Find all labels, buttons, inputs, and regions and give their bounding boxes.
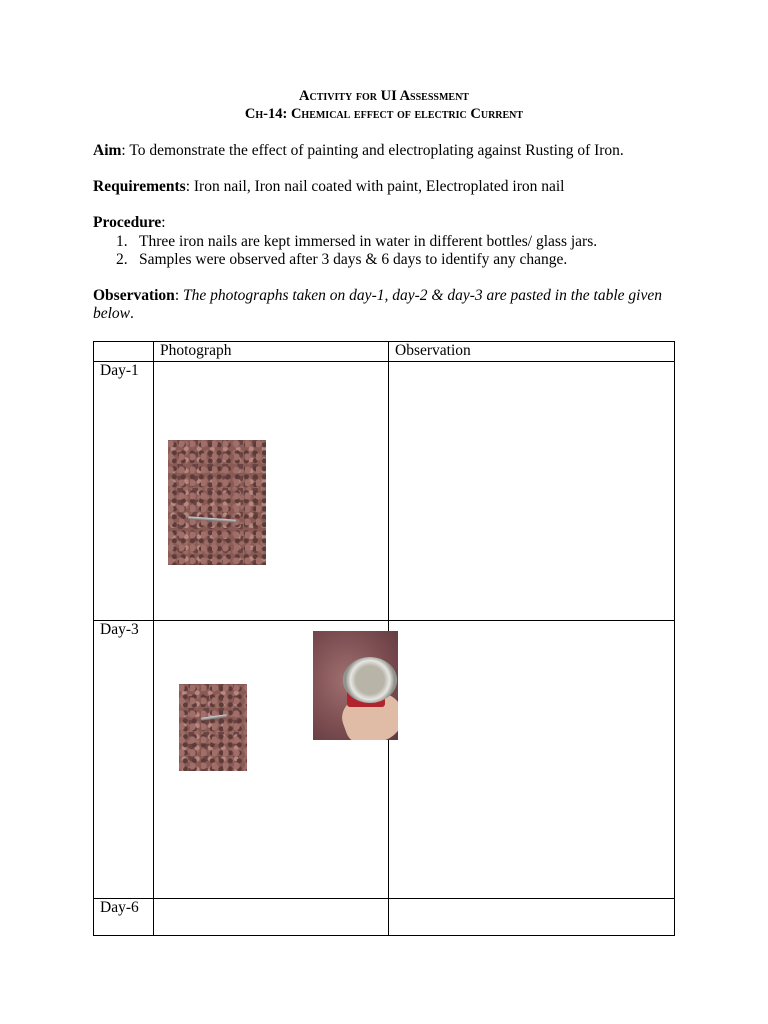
procedure-colon: : <box>161 214 166 231</box>
title-block <box>93 87 675 123</box>
day3-nail-photo <box>179 684 247 771</box>
aim-label: Aim <box>93 142 122 159</box>
chapter-title: Ch-14: Chemical effect of electric Current <box>244 106 524 122</box>
procedure-heading <box>93 214 675 232</box>
procedure-label: Procedure <box>93 214 162 231</box>
header-cell-photograph: Photograph <box>154 342 389 362</box>
day1-nail-photo <box>168 440 266 565</box>
observation-period: . <box>130 305 134 322</box>
table-row <box>94 899 675 936</box>
day3-cup-photo <box>313 631 398 740</box>
procedure-step <box>93 251 597 269</box>
observation-paragraph <box>93 287 675 323</box>
observation-cell <box>389 362 675 621</box>
day-cell: Day-6 <box>94 899 154 936</box>
observation-cell <box>389 899 675 936</box>
requirements-text: : Iron nail, Iron nail coated with paint, Electroplated iron nail <box>185 178 565 195</box>
observation-colon: : <box>174 287 183 304</box>
aim-paragraph <box>93 142 675 160</box>
header-cell-observation: Observation <box>389 342 675 362</box>
day-cell: Day-3 <box>94 621 154 899</box>
nail-icon <box>188 516 236 522</box>
step-number: 2. <box>116 251 128 268</box>
observation-label: Observation <box>93 287 175 304</box>
table-header-row <box>94 342 675 362</box>
header-cell-empty <box>94 342 154 362</box>
procedure-step <box>93 233 597 251</box>
procedure-list <box>93 233 597 269</box>
observation-cell <box>389 621 675 899</box>
nail-icon <box>201 714 227 721</box>
photo-cell <box>154 899 389 936</box>
aim-text: : To demonstrate the effect of painting and electroplating against Rusting of Iron. <box>121 142 624 159</box>
step-number: 1. <box>116 233 128 250</box>
day-cell: Day-1 <box>94 362 154 621</box>
requirements-label: Requirements <box>93 178 186 195</box>
cup-icon <box>343 657 397 703</box>
observation-text: The photographs taken on day-1, day-2 & day-3 are pasted in the table given below <box>93 287 662 322</box>
step-text: Three iron nails are kept immersed in water in different bottles/ glass jars. <box>139 233 598 250</box>
requirements-paragraph <box>93 178 675 196</box>
step-text: Samples were observed after 3 days & 6 days to identify any change. <box>139 251 568 268</box>
activity-title: Activity for UI Assessment <box>299 88 469 104</box>
